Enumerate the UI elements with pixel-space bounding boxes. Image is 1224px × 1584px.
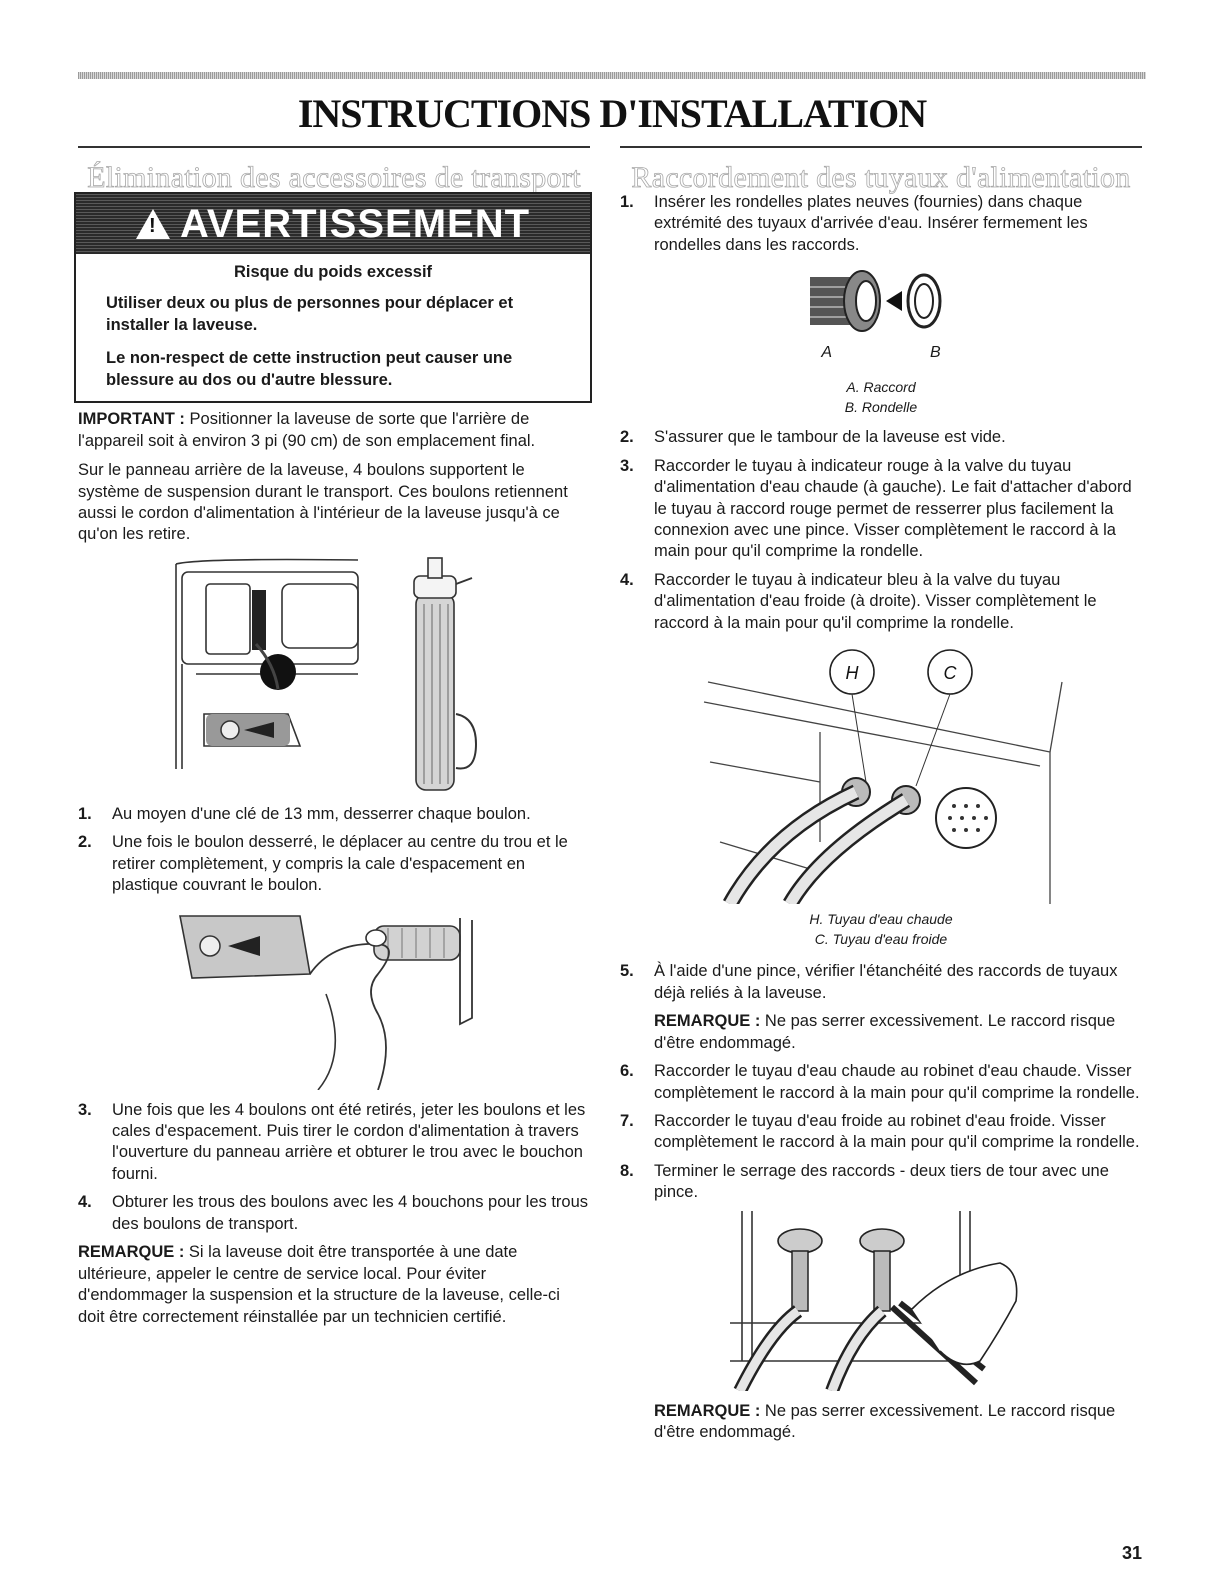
right-note-2-text: Ne pas serrer excessivement. Le raccord risque d'être endommagé. bbox=[654, 1401, 1116, 1442]
right-note-2 bbox=[620, 1401, 1142, 1444]
washer-hoses-illustration bbox=[620, 642, 1142, 904]
left-section-heading: Élimination des accessoires de transport bbox=[87, 161, 581, 194]
figure-washer-fitting bbox=[620, 263, 1142, 343]
washer-back-panel-illustration bbox=[78, 554, 590, 794]
list-item: 2. Une fois le boulon desserré, le déplacer au centre du trou et le retirer complètement, y compris la cale d'espacement en plastique couvrant le boulon. bbox=[78, 833, 568, 895]
pliers-tightening-illustration bbox=[620, 1211, 1142, 1391]
list-item: 4. Obturer les trous des boulons avec les 4 bouchons pour les trous des boulons de transport. bbox=[78, 1193, 589, 1233]
important-label: IMPORTANT : bbox=[78, 410, 185, 429]
steps-list-r1 bbox=[620, 192, 1142, 256]
page-title: INSTRUCTIONS D'INSTALLATION bbox=[297, 91, 927, 136]
left-column bbox=[78, 192, 590, 1336]
list-item: 4. Raccorder le tuyau à indicateur bleu à la valve du tuyau d'alimentation d'eau froide (à droite). Visser complètement le raccord à la main pour qu'il comprime la rondelle. bbox=[620, 570, 1097, 632]
warning-body bbox=[76, 254, 590, 401]
figure-1-letters bbox=[620, 343, 1142, 364]
right-section-heading: Raccordement des tuyaux d'alimentation bbox=[631, 161, 1131, 194]
warning-risk: Risque du poids excessif bbox=[233, 263, 433, 281]
list-item: 3. Raccorder le tuyau à indicateur rouge à la valve du tuyau d'alimentation d'eau chaude (à gauche). Le fait d'attacher d'abord le tuyau à raccord rouge permet de resserrer plus facilement la connexion avec une pince. Visser complètement le raccord à la main pour qu'il comprime la rondelle. bbox=[620, 456, 1132, 561]
figure-hose-connections bbox=[620, 642, 1142, 904]
steps-list-r2 bbox=[620, 427, 1142, 634]
warning-line-1: Utiliser deux ou plus de personnes pour déplacer et installer la laveuse. bbox=[106, 294, 514, 334]
figure-bolt-removal bbox=[78, 904, 590, 1090]
list-item: 1. Insérer les rondelles plates neuves (fournies) dans chaque extrémité des tuyaux d'arrivée d'eau. Insérer fermement les rondelles dans les raccords. bbox=[620, 193, 1088, 254]
right-note-2-label: REMARQUE : bbox=[654, 1401, 761, 1420]
steps-list-r4 bbox=[620, 1061, 1142, 1204]
figure-1-caption: A. Raccord B. Rondelle bbox=[844, 379, 918, 415]
list-item: 8. Terminer le serrage des raccords - deux tiers de tour avec une pince. bbox=[620, 1161, 1109, 1202]
figure-2-label-c: C bbox=[943, 663, 957, 684]
list-item: 7. Raccorder le tuyau d'eau froide au robinet d'eau froide. Visser complètement le raccord à la main pour qu'il comprime la rondelle. bbox=[620, 1112, 1140, 1152]
right-note-1 bbox=[620, 1011, 1142, 1054]
left-note bbox=[78, 1242, 590, 1328]
warning-triangle-icon: ! bbox=[136, 209, 170, 239]
important-paragraph bbox=[78, 409, 590, 452]
page-number: 31 bbox=[1121, 1543, 1142, 1563]
top-rule bbox=[78, 72, 1146, 79]
figure-2-label-h: H bbox=[845, 663, 859, 684]
left-column-rule bbox=[78, 146, 590, 148]
left-note-text: Si la laveuse doit être transportée à une date ultérieure, appeler le centre de service local. Pour éviter d'endommager la suspension et la structure de la laveuse, celle-ci doit être correctement réinstallée par un technicien certifié. bbox=[78, 1243, 560, 1326]
steps-list-r3 bbox=[620, 961, 1142, 1004]
intro-paragraph: Sur le panneau arrière de la laveuse, 4 boulons supportent le système de suspension durant le transport. Ces boulons retiennent aussi le cordon d'alimentation à l'intérieur de la laveuse jusqu'à ce qu'on les retire. bbox=[78, 461, 568, 544]
list-item: 3. Une fois que les 4 boulons ont été retirés, jeter les boulons et les cales d'espacement. Puis tirer le cordon d'alimentation à travers l'ouverture du panneau arrière et obturer le trou avec le bouchon fourni. bbox=[78, 1100, 586, 1183]
figure-transport-bolts bbox=[78, 554, 590, 794]
figure-1-label-a: A bbox=[821, 344, 832, 362]
steps-list-a bbox=[78, 804, 590, 897]
warning-header bbox=[76, 194, 590, 254]
hand-removing-bolt-illustration bbox=[78, 904, 590, 1090]
list-item: 6. Raccorder le tuyau d'eau chaude au robinet d'eau chaude. Visser complètement le raccord à la main pour qu'il comprime la rondelle. bbox=[620, 1062, 1140, 1102]
left-note-label: REMARQUE : bbox=[78, 1243, 185, 1262]
steps-list-b bbox=[78, 1100, 590, 1236]
warning-line-2: Le non-respect de cette instruction peut causer une blessure au dos ou d'autre blessure. bbox=[106, 349, 513, 389]
list-item: 5. À l'aide d'une pince, vérifier l'étanchéité des raccords de tuyaux déjà reliés à la laveuse. bbox=[620, 962, 1118, 1002]
figure-2-caption: H. Tuyau d'eau chaude C. Tuyau d'eau froide bbox=[809, 911, 953, 947]
figure-1-label-b: B bbox=[930, 344, 941, 362]
fitting-and-washer-illustration bbox=[620, 263, 1142, 343]
right-column bbox=[620, 192, 1142, 1451]
list-item: 1. Au moyen d'une clé de 13 mm, desserrer chaque boulon. bbox=[78, 804, 531, 823]
figure-pliers-tightening bbox=[620, 1211, 1142, 1391]
warning-signal-word: AVERTISSEMENT bbox=[179, 202, 531, 246]
right-column-rule bbox=[620, 146, 1142, 148]
important-text: Positionner la laveuse de sorte que l'arrière de l'appareil soit à environ 3 pi (90 cm) de son emplacement final. bbox=[78, 410, 536, 450]
warning-box bbox=[74, 192, 592, 403]
right-note-1-label: REMARQUE : bbox=[654, 1012, 761, 1031]
list-item: 2. S'assurer que le tambour de la laveuse est vide. bbox=[620, 428, 1006, 447]
right-note-1-text: Ne pas serrer excessivement. Le raccord risque d'être endommagé. bbox=[654, 1012, 1116, 1052]
